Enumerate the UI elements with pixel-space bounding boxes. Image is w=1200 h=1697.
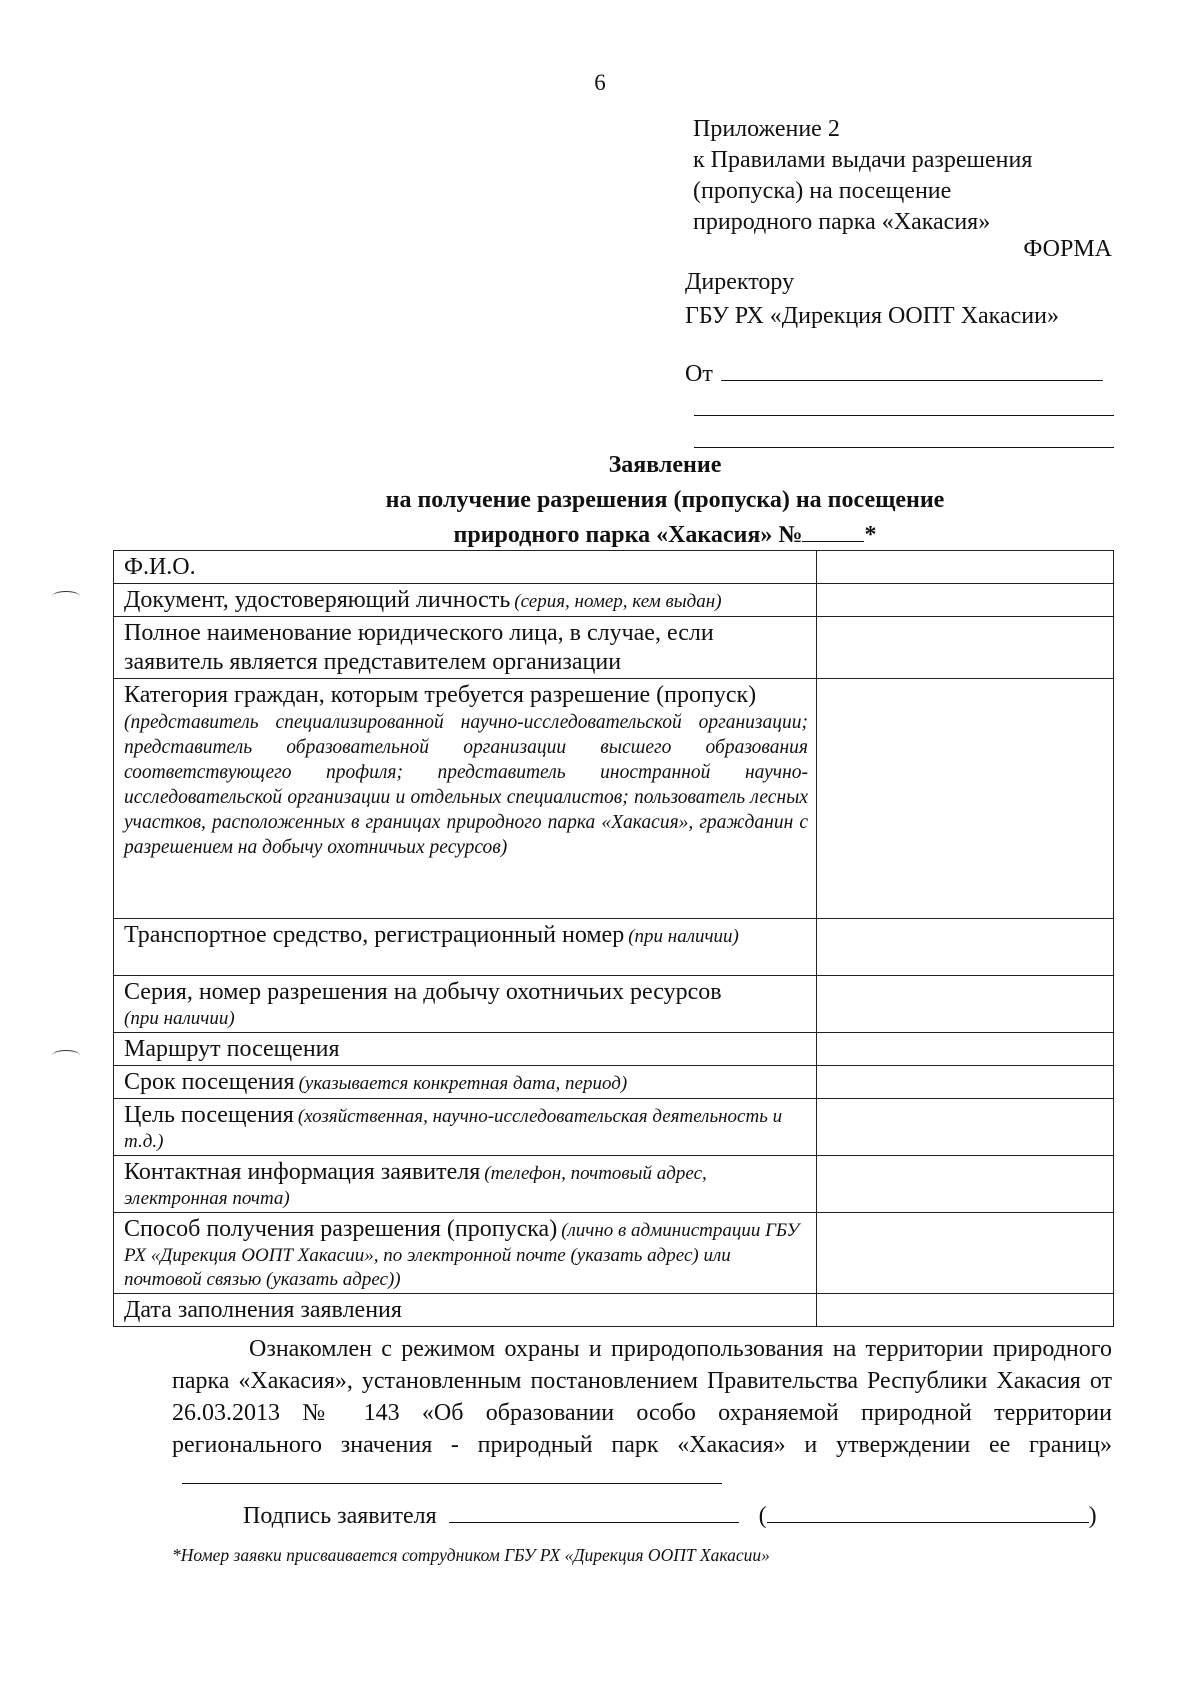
table-row (114, 1156, 1114, 1213)
row-label-cell (114, 1294, 817, 1327)
acknowledgement-paragraph (172, 1333, 1112, 1493)
appendix-line: (пропуска) на посещение (693, 178, 952, 204)
row-label-cell (114, 1033, 817, 1066)
row-label-cell (114, 1213, 817, 1294)
application-number-field[interactable] (802, 519, 864, 542)
row-label: Маршрут посещения (124, 1036, 340, 1062)
row-value-cell[interactable] (817, 551, 1114, 584)
addressee-block (685, 265, 1059, 333)
row-value-cell[interactable] (817, 679, 1114, 919)
row-label-cell (114, 976, 817, 1033)
row-label: Дата заполнения заявления (124, 1297, 402, 1323)
signature-label: Подпись заявителя (243, 1503, 437, 1529)
row-label: Способ получения разрешения (пропуска) (124, 1216, 558, 1242)
table-row (114, 1066, 1114, 1099)
row-note: (указывается конкретная дата, период) (298, 1073, 628, 1094)
title-line-3-text: природного парка «Хакасия» № (453, 522, 803, 548)
row-label-cell (114, 919, 817, 976)
title-line-3 (0, 518, 1200, 553)
row-note: (хозяйственная, научно-исследовательская деятельность и т.д.) (124, 1106, 783, 1152)
row-label-cell (114, 1099, 817, 1156)
row-label: Полное наименование юридического лица, в случае, если заявитель является представителем организации (124, 620, 714, 675)
addressee-line-2: ГБУ РХ «Дирекция ООПТ Хакасии» (685, 303, 1059, 329)
from-field-line[interactable] (721, 358, 1103, 381)
from-field-line-2[interactable] (694, 415, 1114, 416)
signature-name-line[interactable] (767, 1500, 1089, 1523)
from-label: От (685, 361, 713, 387)
row-value-cell[interactable] (817, 1066, 1114, 1099)
acknowledgement-signature-line[interactable] (182, 1463, 722, 1484)
row-note: (при наличии) (628, 926, 739, 947)
row-note: (лично в администрации ГБУ РХ «Дирекция ООПТ Хакасии», по электронной почте (указать адрес) или почтовой связью (указать адрес)) (124, 1220, 800, 1290)
table-row (114, 617, 1114, 679)
document-title (0, 448, 1200, 553)
appendix-line: Приложение 2 (693, 116, 840, 142)
table-row (114, 679, 1114, 919)
table-row (114, 1213, 1114, 1294)
table-row (114, 584, 1114, 617)
table-row (114, 976, 1114, 1033)
row-label-cell (114, 617, 817, 679)
page-number: 6 (594, 70, 606, 95)
form-label: ФОРМА (1023, 236, 1112, 262)
row-label-cell (114, 1066, 817, 1099)
row-label-cell (114, 551, 817, 584)
row-label-cell (114, 1156, 817, 1213)
row-value-cell[interactable] (817, 1099, 1114, 1156)
row-note: (при наличии) (124, 1008, 235, 1029)
row-note: (представитель специализированной научно-исследовательской организации; представитель образовательной организации высшего образования соответствующего профиля; представитель иностранной научно-исследовательской организации и отдельных специалистов; пользователь лесных участков, расположенных в границах природного парка «Хакасия», гражданин с разрешением на добычу охотничьих ресурсов) (124, 712, 808, 858)
table-row (114, 1294, 1114, 1327)
row-label: Срок посещения (124, 1069, 295, 1095)
table-row (114, 919, 1114, 976)
row-label: Документ, удостоверяющий личность (124, 587, 511, 613)
addressee-line-1: Директору (685, 269, 795, 295)
margin-mark-top (52, 591, 80, 602)
signature-close-paren: ) (1088, 1503, 1097, 1529)
row-label: Транспортное средство, регистрационный номер (124, 922, 625, 948)
signature-open-paren: ( (758, 1503, 767, 1529)
row-value-cell[interactable] (817, 617, 1114, 679)
application-table (113, 550, 1114, 1327)
row-note: (телефон, почтовый адрес, электронная почта) (124, 1163, 707, 1209)
row-value-cell[interactable] (817, 584, 1114, 617)
row-value-cell[interactable] (817, 1033, 1114, 1066)
row-label: Цель посещения (124, 1102, 294, 1128)
title-line-2: на получение разрешения (пропуска) на посещение (385, 487, 945, 513)
row-value-cell[interactable] (817, 1213, 1114, 1294)
row-value-cell[interactable] (817, 1156, 1114, 1213)
title-asterisk: * (864, 522, 877, 548)
table-row (114, 1033, 1114, 1066)
row-label-cell (114, 679, 817, 919)
appendix-block (693, 114, 1032, 238)
row-label-cell (114, 584, 817, 617)
row-label: Ф.И.О. (124, 554, 196, 580)
margin-mark-bottom (52, 1050, 80, 1061)
row-label: Серия, номер разрешения на добычу охотничьих ресурсов (124, 979, 722, 1005)
table-row (114, 1099, 1114, 1156)
row-note: (серия, номер, кем выдан) (514, 591, 722, 612)
row-value-cell[interactable] (817, 976, 1114, 1033)
appendix-line: природного парка «Хакасия» (693, 209, 991, 235)
title-line-1: Заявление (608, 452, 722, 478)
row-value-cell[interactable] (817, 919, 1114, 976)
acknowledgement-text: Ознакомлен с режимом охраны и природопользования на территории природного парка «Хакасия», установленным постановлением Правительства Республики Хакасия от 26.03.2013 № 143 «Об образовании особо охраняемой природной территории регионального значения - природный парк «Хакасия» и утверждении ее границ» (172, 1336, 1112, 1458)
footnote: *Номер заявки присваивается сотрудником ГБУ РХ «Дирекция ООПТ Хакасии» (172, 1545, 770, 1565)
signature-line[interactable] (449, 1500, 739, 1523)
appendix-line: к Правилами выдачи разрешения (693, 147, 1033, 173)
row-label: Категория граждан, которым требуется разрешение (пропуск) (124, 682, 757, 708)
table-row (114, 551, 1114, 584)
row-value-cell[interactable] (817, 1294, 1114, 1327)
row-label: Контактная информация заявителя (124, 1159, 481, 1185)
from-row (685, 358, 1103, 388)
signature-row (243, 1500, 1097, 1530)
